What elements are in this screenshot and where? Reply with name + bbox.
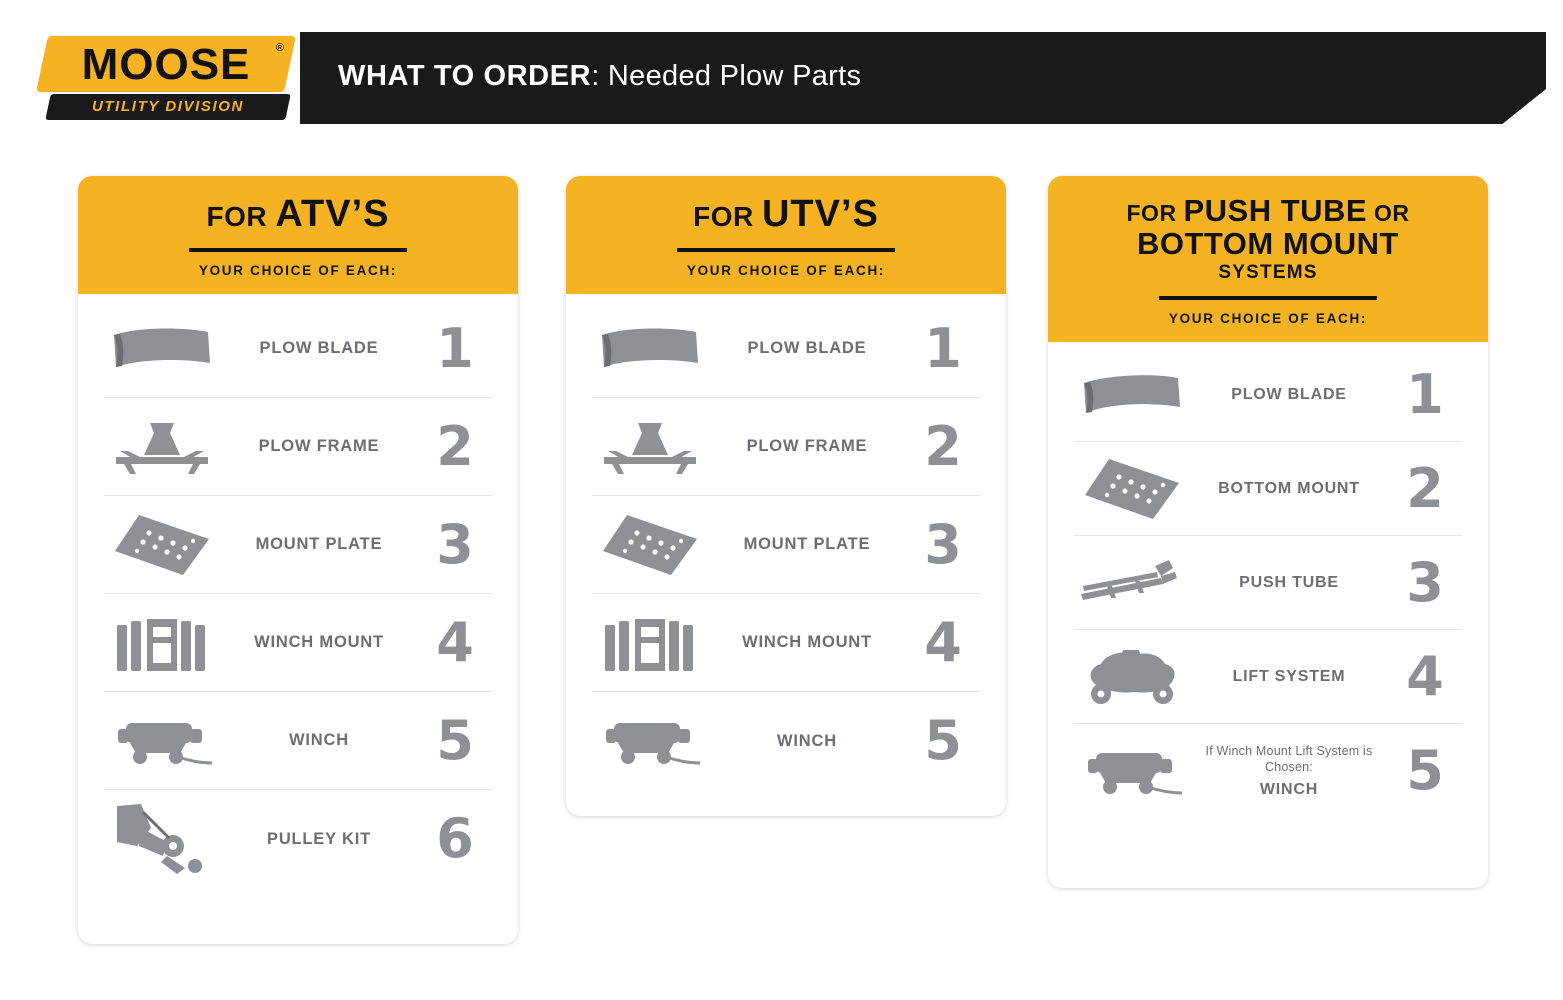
row-number: 6	[436, 807, 474, 871]
row-label: WINCH	[777, 731, 837, 750]
logo-tagline: UTILITY DIVISION	[91, 98, 244, 115]
row-number: 2	[1406, 456, 1444, 520]
card-list	[0, 176, 1563, 966]
row-number: 3	[436, 512, 474, 576]
table-row	[592, 398, 980, 496]
table-row	[104, 398, 492, 496]
title-divider	[189, 248, 407, 252]
row-number: 5	[924, 709, 962, 773]
title-divider	[1159, 296, 1377, 300]
row-label: BOTTOM MOUNT	[1218, 479, 1360, 497]
card-push-tube-body	[1048, 342, 1488, 836]
row-number: 1	[1406, 362, 1444, 426]
card-push-tube-title	[1068, 194, 1468, 283]
row-number: 3	[924, 512, 962, 576]
mount-plate-icon	[592, 511, 708, 579]
card-atv	[78, 176, 518, 944]
row-label: PLOW BLADE	[747, 339, 867, 358]
row-note: If Winch Mount Lift System is Chosen:	[1205, 744, 1373, 774]
winch-icon	[1074, 743, 1190, 799]
table-row	[592, 594, 980, 692]
row-label: LIFT SYSTEM	[1232, 667, 1346, 685]
row-label: WINCH MOUNT	[254, 633, 384, 652]
page-title	[338, 60, 861, 93]
card-atv-header	[78, 176, 518, 294]
winch-icon	[104, 713, 220, 769]
card-atv-title-main: ATV’S	[275, 193, 390, 235]
card-utv-title-main: UTV’S	[761, 193, 879, 235]
plow-frame-icon	[592, 417, 708, 477]
row-number: 4	[1406, 644, 1444, 708]
row-number: 4	[436, 610, 474, 674]
table-row	[592, 496, 980, 594]
page-title-strong: WHAT TO ORDER	[338, 60, 592, 92]
card-utv-title-pre: FOR	[693, 201, 762, 232]
table-row	[104, 300, 492, 398]
row-label: MOUNT PLATE	[255, 535, 383, 554]
bottom-mount-icon	[1074, 455, 1190, 523]
table-row	[1074, 442, 1462, 536]
row-number: 1	[924, 316, 962, 380]
card-utv-subtitle: YOUR CHOICE OF EACH:	[686, 263, 886, 279]
card-push-tube	[1048, 176, 1488, 888]
card-utv-title	[586, 194, 986, 235]
row-label: PLOW BLADE	[259, 339, 379, 358]
card-push-title-main: PUSH TUBE	[1183, 193, 1368, 228]
card-atv-title-pre: FOR	[206, 201, 276, 232]
plow-blade-icon	[1074, 369, 1190, 421]
card-push-tube-subtitle: YOUR CHOICE OF EACH:	[1168, 311, 1368, 327]
row-label: MOUNT PLATE	[743, 535, 871, 554]
lift-system-icon	[1074, 646, 1190, 708]
row-label: PLOW FRAME	[258, 437, 380, 456]
card-utv-header	[566, 176, 1006, 294]
winch-mount-icon	[592, 611, 708, 675]
row-label: PULLEY KIT	[267, 829, 371, 848]
card-atv-subtitle: YOUR CHOICE OF EACH:	[198, 263, 398, 279]
table-row	[104, 594, 492, 692]
row-label: PLOW BLADE	[1231, 385, 1347, 403]
row-label	[1190, 744, 1388, 798]
card-utv	[566, 176, 1006, 816]
table-row	[592, 692, 980, 790]
card-atv-title	[98, 194, 498, 235]
registered-mark: ®	[275, 42, 284, 54]
card-atv-body	[78, 294, 518, 906]
table-row	[1074, 348, 1462, 442]
winch-icon	[592, 713, 708, 769]
card-push-title-pre: FOR	[1126, 200, 1184, 226]
push-tube-icon	[1074, 556, 1190, 610]
card-push-title-line3: SYSTEMS	[1218, 261, 1318, 283]
table-row	[1074, 630, 1462, 724]
row-number: 1	[436, 316, 474, 380]
row-label: PLOW FRAME	[746, 437, 868, 456]
page-title-rest: : Needed Plow Parts	[591, 60, 862, 92]
plow-blade-icon	[104, 323, 220, 375]
row-label: WINCH MOUNT	[742, 633, 872, 652]
row-number: 2	[436, 414, 474, 478]
row-number: 2	[924, 414, 962, 478]
winch-mount-icon	[104, 611, 220, 675]
table-row	[592, 300, 980, 398]
row-number: 4	[924, 610, 962, 674]
card-push-tube-header	[1048, 176, 1488, 342]
table-row	[104, 790, 492, 888]
card-push-title-line2: BOTTOM MOUNT	[1136, 226, 1399, 262]
row-label-text: WINCH	[1259, 780, 1319, 798]
table-row	[1074, 724, 1462, 818]
pulley-kit-icon	[104, 802, 220, 876]
table-row	[104, 496, 492, 594]
card-utv-body	[566, 294, 1006, 808]
row-label: PUSH TUBE	[1239, 573, 1339, 591]
card-push-title-or: OR	[1367, 200, 1410, 226]
moose-logo	[42, 36, 290, 124]
plow-frame-icon	[104, 417, 220, 477]
table-row	[1074, 536, 1462, 630]
table-row	[104, 692, 492, 790]
row-number: 5	[436, 708, 474, 772]
plow-blade-icon	[592, 323, 708, 375]
title-divider	[677, 248, 895, 252]
row-number: 5	[1406, 739, 1444, 803]
row-number: 3	[1406, 550, 1444, 614]
row-label: WINCH	[289, 731, 349, 750]
logo-wordmark: MOOSE	[81, 40, 251, 89]
mount-plate-icon	[104, 511, 220, 579]
